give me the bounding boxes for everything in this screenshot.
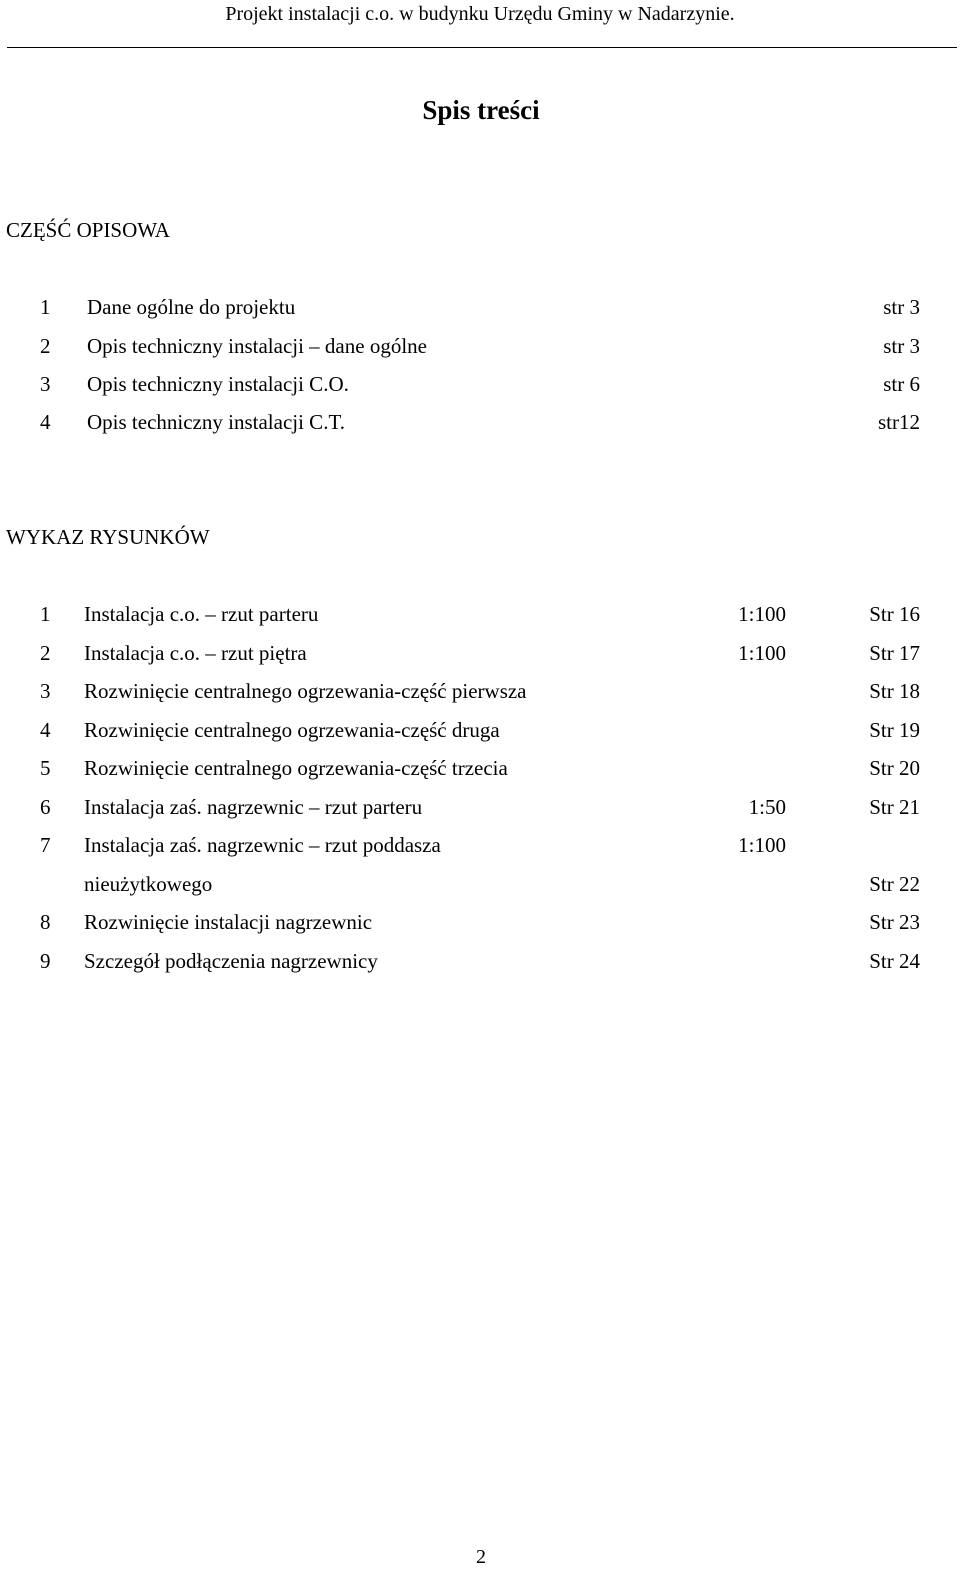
header-divider: [7, 47, 957, 48]
drawing-row-continuation: [0, 871, 960, 897]
drawing-row-title: Instalacja c.o. – rzut parteru: [84, 602, 319, 626]
drawing-row-title: Instalacja zaś. nagrzewnic – rzut poddasza: [84, 833, 441, 857]
drawing-row-title: Szczegół podłączenia nagrzewnicy: [84, 949, 378, 973]
drawing-row-page: Str 22: [869, 872, 920, 896]
toc-row-title: Opis techniczny instalacji – dane ogólne: [87, 334, 427, 358]
toc-row-number: 3: [40, 372, 51, 396]
drawing-row-number: 5: [40, 756, 51, 780]
page-header: Projekt instalacji c.o. w budynku Urzędu Gminy w Nadarzynie.: [225, 3, 735, 25]
drawing-row-title: Rozwinięcie centralnego ogrzewania-część pierwsza: [84, 679, 527, 703]
drawing-row: [0, 948, 960, 974]
drawing-row-page: Str 24: [869, 949, 920, 973]
toc-row-number: 1: [40, 295, 51, 319]
toc-row-number: 4: [40, 410, 51, 434]
toc-row: [0, 371, 960, 397]
drawing-row-page: Str 16: [869, 602, 920, 626]
toc-row-page: str 6: [883, 372, 920, 396]
drawing-row-title: Rozwinięcie instalacji nagrzewnic: [84, 910, 373, 934]
drawing-row-number: 8: [40, 910, 51, 934]
drawing-row-number: 9: [40, 949, 51, 973]
drawing-row-page: Str 17: [869, 641, 920, 665]
drawing-row-page: Str 19: [869, 718, 920, 742]
section-heading-rysunki: WYKAZ RYSUNKÓW: [6, 525, 210, 549]
toc-row: [0, 333, 960, 359]
drawing-row: [0, 794, 960, 820]
drawing-row: [0, 640, 960, 666]
drawing-row: [0, 755, 960, 781]
drawing-row-number: 4: [40, 718, 51, 742]
drawing-row-title: nieużytkowego: [84, 872, 213, 896]
drawing-row-number: 6: [40, 795, 51, 819]
toc-row-title: Opis techniczny instalacji C.T.: [87, 410, 345, 434]
toc-row-page: str 3: [883, 334, 920, 358]
drawing-row-number: 3: [40, 679, 51, 703]
drawing-row-page: Str 18: [869, 679, 920, 703]
drawing-row-page: Str 20: [869, 756, 920, 780]
drawing-row: [0, 909, 960, 935]
drawing-row-title: Instalacja zaś. nagrzewnic – rzut parteru: [84, 795, 423, 819]
drawing-row-page: Str 21: [869, 795, 920, 819]
drawing-row-number: 2: [40, 641, 51, 665]
toc-row: [0, 409, 960, 435]
toc-row-page: str12: [878, 410, 920, 434]
drawing-row-title: Instalacja c.o. – rzut piętra: [84, 641, 307, 665]
drawing-row-number: 1: [40, 602, 51, 626]
drawing-row-scale: 1:50: [748, 795, 786, 819]
drawing-row-title: Rozwinięcie centralnego ogrzewania-część trzecia: [84, 756, 508, 780]
drawing-row-scale: 1:100: [738, 833, 786, 857]
drawing-row: [0, 601, 960, 627]
toc-row-number: 2: [40, 334, 51, 358]
drawing-row-title: Rozwinięcie centralnego ogrzewania-część druga: [84, 718, 500, 742]
section-heading-opisowa: CZĘŚĆ OPISOWA: [6, 218, 170, 242]
drawing-row-number: 7: [40, 833, 51, 857]
drawing-row-page: Str 23: [869, 910, 920, 934]
drawing-row: [0, 717, 960, 743]
drawing-row: [0, 832, 960, 858]
toc-row-title: Dane ogólne do projektu: [87, 295, 296, 319]
page-title: Spis treści: [422, 95, 540, 125]
drawing-row: [0, 678, 960, 704]
page-number: 2: [476, 1546, 486, 1568]
toc-row-title: Opis techniczny instalacji C.O.: [87, 372, 349, 396]
toc-row-page: str 3: [883, 295, 920, 319]
drawing-row-scale: 1:100: [738, 602, 786, 626]
drawing-row-scale: 1:100: [738, 641, 786, 665]
toc-row: [0, 294, 960, 320]
